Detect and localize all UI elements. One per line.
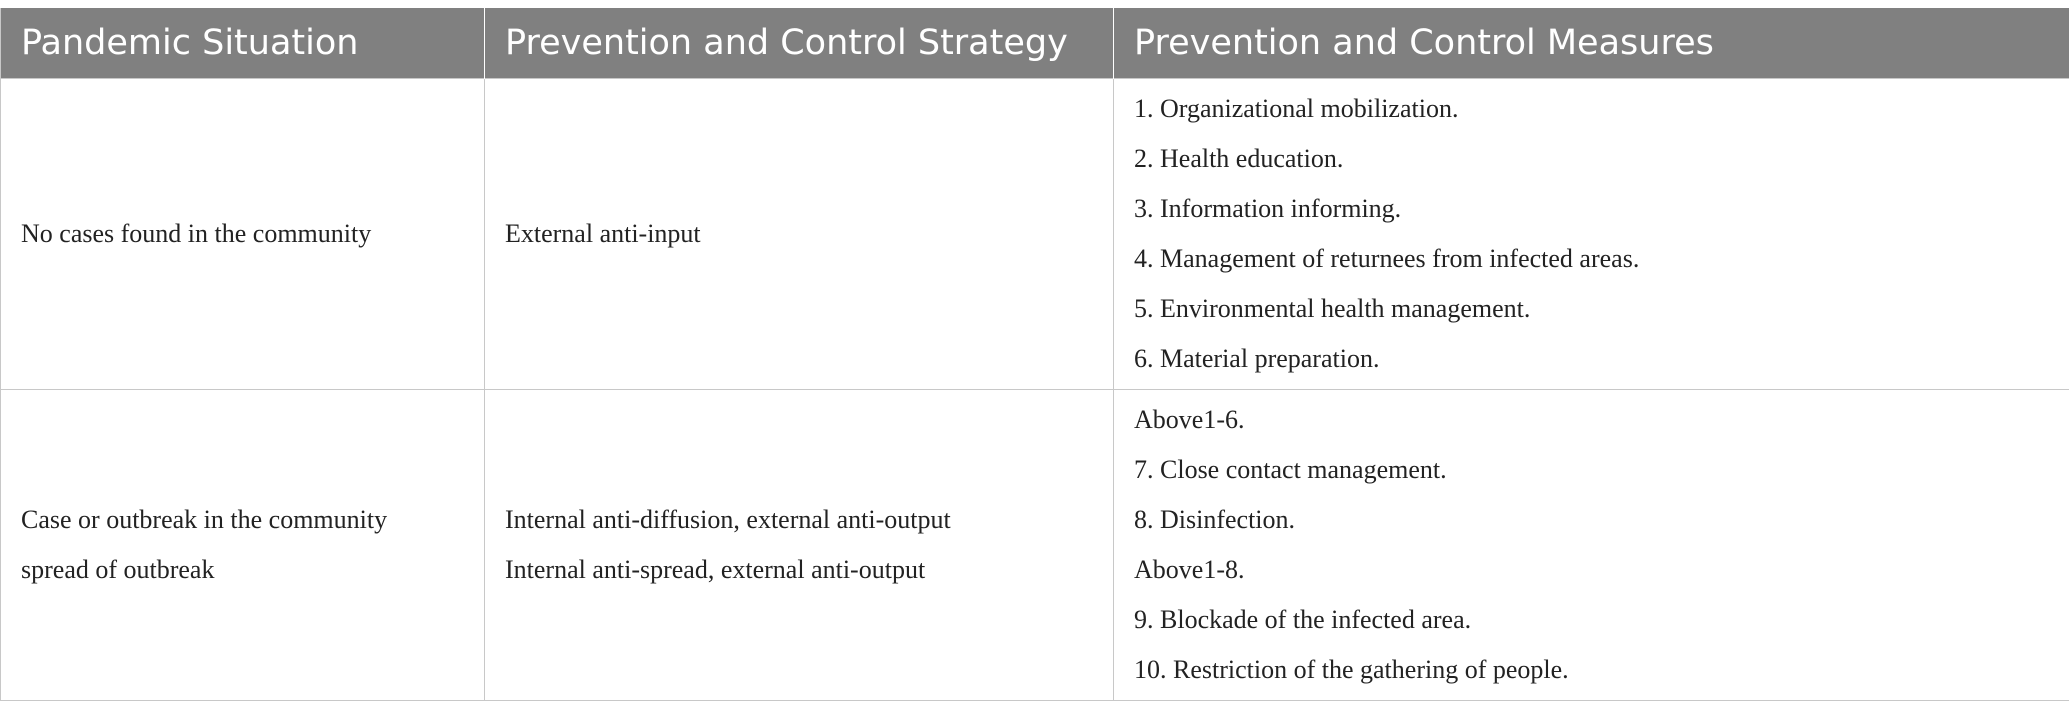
measure-item: 6. Material preparation.: [1134, 343, 1380, 373]
cell-situation: [1, 389, 485, 700]
cell-situation: [1, 78, 485, 389]
situation-text: Case or outbreak in the community: [21, 504, 388, 534]
measure-item: 2. Health education.: [1134, 143, 1344, 173]
table-row: [1, 78, 2069, 389]
strategy-text: Internal anti-spread, external anti-output: [505, 554, 926, 584]
table-row: [1, 389, 2069, 700]
cell-measures: [1114, 78, 2069, 389]
situation-text: spread of outbreak: [21, 554, 215, 584]
measure-item: Above1-8.: [1134, 554, 1245, 584]
cell-measures: [1114, 389, 2069, 700]
header-control-measures: Prevention and Control Measures: [1114, 8, 2069, 78]
measure-item: 4. Management of returnees from infected areas.: [1134, 243, 1640, 273]
strategy-text: Internal anti-diffusion, external anti-output: [505, 504, 951, 534]
measure-item: Above1-6.: [1134, 404, 1245, 434]
prevention-measures-table: [0, 8, 2069, 701]
measures-table-container: [0, 8, 2069, 701]
header-pandemic-situation: Pandemic Situation: [1, 8, 485, 78]
measure-item: 10. Restriction of the gathering of people.: [1134, 654, 1569, 684]
measure-item: 9. Blockade of the infected area.: [1134, 604, 1472, 634]
measure-item: 3. Information informing.: [1134, 193, 1402, 223]
header-control-strategy: Prevention and Control Strategy: [485, 8, 1114, 78]
measure-item: 1. Organizational mobilization.: [1134, 93, 1459, 123]
measure-item: 7. Close contact management.: [1134, 454, 1447, 484]
cell-strategy: [485, 389, 1114, 700]
measure-item: 5. Environmental health management.: [1134, 293, 1531, 323]
table-header-row: [1, 8, 2069, 78]
strategy-text: External anti-input: [505, 218, 701, 248]
cell-strategy: [485, 78, 1114, 389]
situation-text: No cases found in the community: [21, 218, 372, 248]
measure-item: 8. Disinfection.: [1134, 504, 1296, 534]
